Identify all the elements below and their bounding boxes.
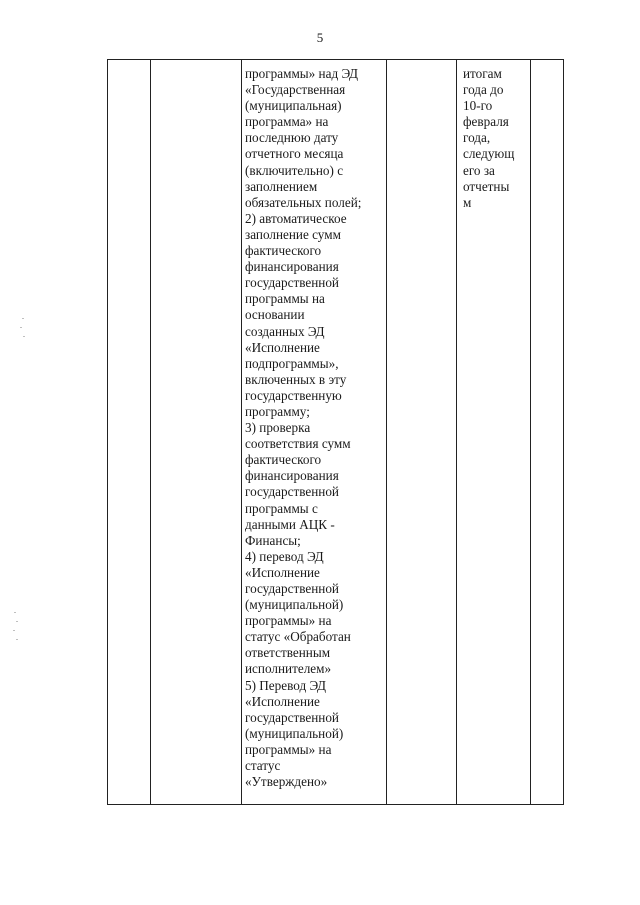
procedure-text-line: (включительно) с	[245, 162, 344, 178]
procedure-text-line: основании	[245, 307, 305, 323]
column-divider-1	[150, 60, 151, 804]
procedure-text-line: «Утверждено»	[245, 774, 328, 790]
procedure-text-line: статус	[245, 758, 281, 774]
procedure-text-line: программы на	[245, 291, 325, 307]
procedure-text-line: программы с	[245, 500, 318, 516]
deadline-text-line: его за	[463, 162, 495, 178]
procedure-text-line: ответственным	[245, 645, 331, 661]
procedure-text-line: (муниципальной)	[245, 597, 344, 613]
procedure-text-line: заполнение сумм	[245, 226, 341, 242]
procedure-text-line: программы» над ЭД	[245, 66, 359, 81]
procedure-text-line: государственной	[245, 275, 339, 291]
procedure-text-line: 3) проверка	[245, 420, 311, 436]
procedure-text-line: «Исполнение	[245, 339, 320, 355]
procedure-text-line: программа» на	[245, 114, 329, 130]
procedure-description-cell	[245, 66, 385, 790]
procedure-text-line: обязательных полей;	[245, 194, 362, 210]
procedure-text-line: (муниципальной)	[245, 725, 344, 741]
column-divider-3	[386, 60, 387, 804]
procedure-text-line: соответствия сумм	[245, 436, 351, 452]
deadline-text-line: м	[463, 194, 472, 210]
procedure-text-line: данными АЦК -	[245, 516, 335, 532]
procedure-text-line: 5) Перевод ЭД	[245, 677, 327, 693]
procedure-text-line: государственную	[245, 387, 342, 403]
procedure-text-line: «Исполнение	[245, 564, 320, 580]
deadline-text-line: года,	[463, 130, 491, 146]
page-number: 5	[316, 30, 324, 45]
deadline-text-line: февраля	[463, 114, 509, 130]
procedure-text-line: «Государственная	[245, 82, 346, 98]
procedure-text-line: фактического	[245, 243, 322, 259]
procedure-text-line: государственной	[245, 484, 339, 500]
procedure-text-line: заполнением	[245, 178, 318, 194]
procedure-text-line: исполнителем»	[245, 661, 332, 677]
procedure-text-line: государственной	[245, 709, 339, 725]
document-table	[107, 59, 564, 805]
procedure-text-line: (муниципальная)	[245, 98, 342, 114]
procedure-text-line: Финансы;	[245, 532, 301, 548]
column-divider-5	[530, 60, 531, 804]
procedure-text-line: последнюю дату	[245, 130, 339, 146]
deadline-text-line: итогам	[463, 66, 502, 81]
procedure-text-line: подпрограммы»,	[245, 355, 339, 371]
procedure-text-line: государственной	[245, 581, 339, 596]
procedure-text-line: 2) автоматическое	[245, 210, 347, 226]
procedure-text-line: фактического	[245, 452, 322, 468]
procedure-text-line: программу;	[245, 403, 310, 419]
deadline-text-line: 10-го	[463, 98, 493, 114]
column-divider-4	[456, 60, 457, 804]
deadline-text-line: года до	[463, 82, 504, 98]
procedure-text-line: статус «Обработан	[245, 629, 351, 645]
procedure-text-line: финансирования	[245, 259, 339, 275]
procedure-text-line: созданных ЭД	[245, 323, 325, 339]
procedure-text-line: «Исполнение	[245, 693, 320, 709]
procedure-text-line: включенных в эту	[245, 371, 347, 387]
procedure-text-line: отчетного месяца	[245, 146, 344, 162]
procedure-text-line: программы» на	[245, 613, 332, 629]
deadline-cell	[463, 66, 528, 211]
procedure-text-line: 4) перевод ЭД	[245, 548, 324, 564]
column-divider-2	[241, 60, 242, 804]
deadline-text-line: следующ	[463, 146, 515, 162]
procedure-text-line: программы» на	[245, 741, 332, 757]
deadline-text-line: отчетны	[463, 178, 510, 194]
procedure-text-line: финансирования	[245, 468, 339, 484]
